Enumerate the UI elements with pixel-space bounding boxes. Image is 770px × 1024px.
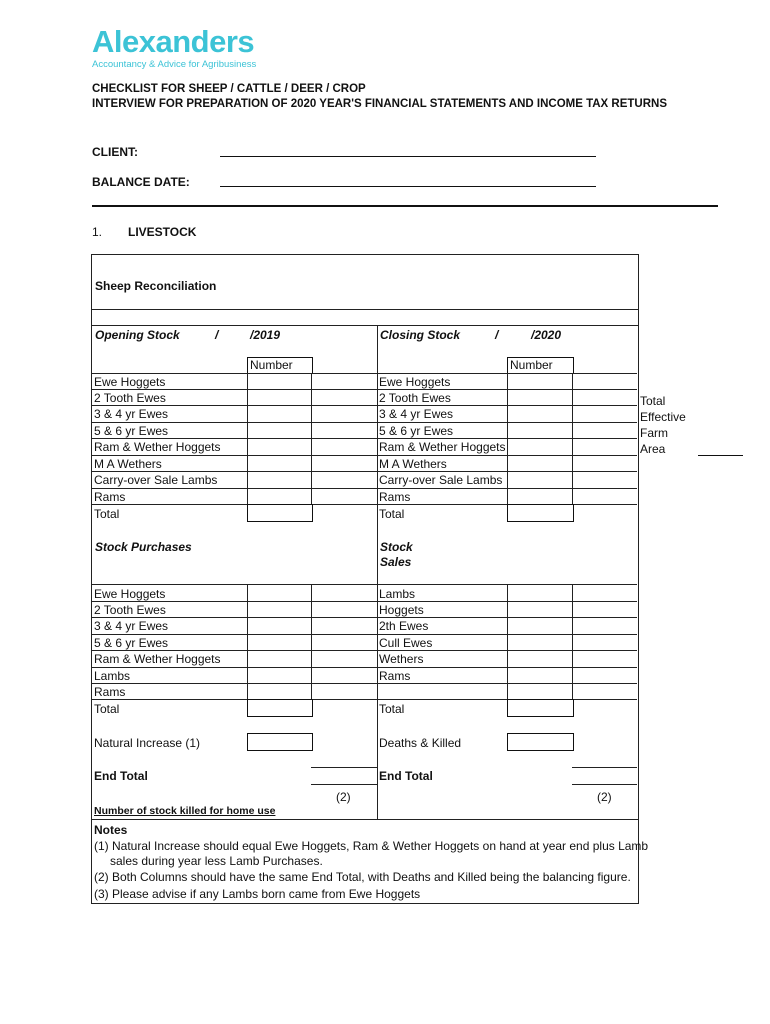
grid-line: [92, 422, 637, 423]
heading-line-1: CHECKLIST FOR SHEEP / CATTLE / DEER / CROP: [92, 83, 366, 95]
client-field[interactable]: [220, 156, 596, 157]
sales-row: Wethers: [379, 652, 424, 666]
purchase-row: 3 & 4 yr Ewes: [94, 619, 169, 633]
opening-stock-row: Ram & Wether Hoggets: [94, 440, 221, 454]
natural-increase-input[interactable]: [247, 733, 313, 751]
grid-line: [92, 373, 637, 374]
grid-line: [507, 584, 508, 699]
purchase-row: 2 Tooth Ewes: [94, 603, 166, 617]
grid-line: [572, 373, 573, 504]
opening-slash: /: [215, 328, 219, 342]
sales-total-label: Total: [379, 702, 405, 716]
logo-name: Alexanders: [92, 24, 255, 59]
end-total-right-label: End Total: [379, 769, 433, 783]
number-label: Number: [250, 358, 293, 372]
section-number: 1.: [92, 225, 103, 239]
grid-line: [572, 584, 573, 699]
divider: [92, 309, 638, 310]
closing-total-input[interactable]: [507, 504, 574, 522]
note-1: (1) Natural Increase should equal Ewe Hoggets, Ram & Wether Hoggets on hand at year end plus Lamb: [94, 839, 649, 853]
grid-line: [311, 373, 312, 504]
closing-slash: /: [495, 328, 499, 342]
divider: [92, 325, 638, 326]
balance-date-field[interactable]: [220, 186, 596, 187]
section-title: LIVESTOCK: [128, 225, 197, 239]
grid-line: [92, 389, 637, 390]
end-total-right-line: [572, 767, 637, 768]
end-total-left-line: [311, 784, 377, 785]
closing-stock-row: 3 & 4 yr Ewes: [379, 407, 454, 421]
sales-row: Rams: [379, 669, 411, 683]
grid-line: [92, 650, 637, 651]
closing-year: /2020: [531, 328, 562, 342]
heading-line-2: INTERVIEW FOR PREPARATION OF 2020 YEAR'S FINANCIAL STATEMENTS AND INCOME TAX RETURNS: [92, 98, 668, 110]
grid-line: [507, 373, 508, 504]
grid-line: [92, 455, 637, 456]
grid-line: [311, 584, 312, 699]
sales-total-input[interactable]: [507, 699, 574, 717]
closing-stock-row: Ewe Hoggets: [379, 375, 451, 389]
closing-stock-row: Rams: [379, 490, 411, 504]
opening-stock-label: Opening Stock: [95, 328, 180, 342]
purchase-total-input[interactable]: [247, 699, 313, 717]
home-use-label: Number of stock killed for home use: [94, 805, 276, 817]
balance-date-label: BALANCE DATE:: [92, 175, 190, 189]
grid-line: [247, 373, 248, 504]
natural-increase-label: Natural Increase (1): [94, 736, 201, 750]
stock-sales-label-2: Sales: [380, 555, 412, 569]
header-divider: [92, 205, 718, 207]
grid-line: [92, 617, 637, 618]
company-logo: [92, 26, 256, 70]
side-label-line-4: Area: [640, 442, 666, 456]
grid-line: [92, 667, 637, 668]
opening-stock-row: 5 & 6 yr Ewes: [94, 424, 169, 438]
purchase-row: Ewe Hoggets: [94, 587, 166, 601]
note-3: (3) Please advise if any Lambs born came from Ewe Hoggets: [94, 887, 421, 901]
divider: [92, 819, 638, 820]
grid-line: [92, 471, 637, 472]
opening-total-input[interactable]: [247, 504, 313, 522]
closing-stock-row: 2 Tooth Ewes: [379, 391, 451, 405]
note-2: (2) Both Columns should have the same End Total, with Deaths and Killed being the balancing figure.: [94, 870, 631, 884]
column-divider: [377, 326, 378, 819]
closing-stock-row: M A Wethers: [379, 457, 447, 471]
sales-row: Cull Ewes: [379, 636, 433, 650]
grid-line: [92, 601, 637, 602]
opening-stock-row: Rams: [94, 490, 126, 504]
end-total-left-ref: (2): [336, 790, 351, 804]
purchase-row: 5 & 6 yr Ewes: [94, 636, 169, 650]
grid-line: [92, 405, 637, 406]
side-label-line-2: Effective: [640, 410, 686, 424]
client-label: CLIENT:: [92, 145, 138, 159]
stock-sales-label-1: Stock: [380, 540, 413, 554]
deaths-killed-label: Deaths & Killed: [379, 736, 462, 750]
purchase-row: Ram & Wether Hoggets: [94, 652, 221, 666]
number-label: Number: [510, 358, 553, 372]
opening-stock-row: Ewe Hoggets: [94, 375, 166, 389]
end-total-right-line: [572, 784, 637, 785]
sales-row: Hoggets: [379, 603, 424, 617]
opening-stock-total-label: Total: [94, 507, 120, 521]
sales-row: Lambs: [379, 587, 416, 601]
grid-line: [247, 584, 248, 699]
grid-line: [92, 634, 637, 635]
grid-line: [92, 584, 637, 585]
purchase-row: Lambs: [94, 669, 131, 683]
side-label-line-3: Farm: [640, 426, 668, 440]
stock-purchases-label: Stock Purchases: [95, 540, 192, 554]
deaths-killed-input[interactable]: [507, 733, 574, 751]
closing-number-header: [507, 357, 574, 374]
side-label-line-1: Total: [640, 394, 666, 408]
purchase-total-label: Total: [94, 702, 120, 716]
grid-line: [92, 438, 637, 439]
opening-stock-row: Carry-over Sale Lambs: [94, 473, 218, 487]
opening-stock-row: 3 & 4 yr Ewes: [94, 407, 169, 421]
opening-year: /2019: [250, 328, 281, 342]
note-1-continued: sales during year less Lamb Purchases.: [110, 854, 323, 868]
closing-stock-row: Ram & Wether Hoggets: [379, 440, 506, 454]
farm-area-field[interactable]: [698, 455, 743, 456]
end-total-left-label: End Total: [94, 769, 148, 783]
closing-stock-total-label: Total: [379, 507, 405, 521]
opening-number-header: [247, 357, 313, 374]
logo-tagline: Accountancy & Advice for Agribusiness: [92, 59, 257, 70]
form-title: Sheep Reconciliation: [95, 279, 217, 293]
grid-line: [92, 683, 637, 684]
closing-stock-row: Carry-over Sale Lambs: [379, 473, 503, 487]
purchase-row: Rams: [94, 685, 126, 699]
opening-stock-row: 2 Tooth Ewes: [94, 391, 166, 405]
end-total-left-line: [311, 767, 377, 768]
notes-title: Notes: [94, 823, 128, 837]
opening-stock-row: M A Wethers: [94, 457, 162, 471]
sales-row: 2th Ewes: [379, 619, 429, 633]
grid-line: [92, 488, 637, 489]
closing-stock-row: 5 & 6 yr Ewes: [379, 424, 454, 438]
closing-stock-label: Closing Stock: [380, 328, 461, 342]
end-total-right-ref: (2): [597, 790, 612, 804]
